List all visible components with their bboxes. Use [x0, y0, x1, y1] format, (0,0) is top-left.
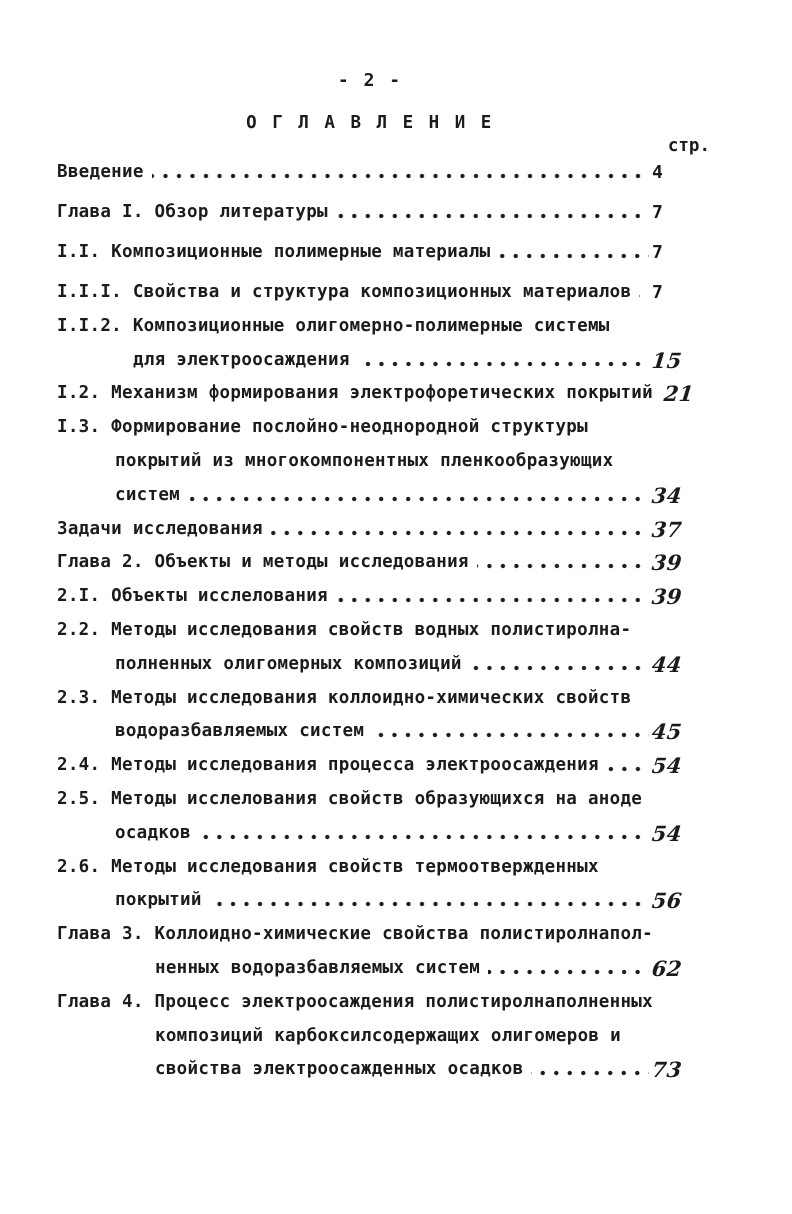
toc-row [57, 1013, 698, 1047]
page-number-top: - 2 - [337, 70, 403, 91]
page-number: 7 [652, 282, 664, 303]
dot-leader [210, 901, 649, 907]
toc-row [57, 472, 698, 506]
toc-row [57, 675, 698, 709]
toc-entry-text: 2.6. Методы исследования свойств термоотвержденных [57, 856, 599, 877]
dot-leader [498, 253, 649, 259]
toc-row [57, 183, 698, 223]
toc-entry-text: Задачи исследования [57, 518, 263, 539]
toc-row [57, 641, 698, 675]
toc-entry-text: покрытий из многокомпонентных пленкообразующих [115, 450, 614, 471]
toc-entry-text: I.2. Механизм формирования электрофоретических покрытий [57, 383, 653, 404]
toc-row [57, 878, 698, 912]
toc-entry-text: Глава I. Обзор литературы [57, 202, 328, 222]
toc-row [57, 506, 698, 540]
toc-row [57, 404, 698, 438]
page-number: 45 [650, 719, 684, 745]
toc-entry-text: композиций карбоксилсодержащих олигомеров и [155, 1025, 621, 1046]
page-title: О Г Л А В Л Е Н И Е [246, 113, 494, 133]
dot-leader [199, 834, 649, 840]
toc-row [57, 607, 698, 641]
page-number: 15 [650, 347, 684, 373]
toc-row [57, 143, 698, 183]
toc-entry-text: Глава 4. Процесс электроосаждения полистиролнаполненных [57, 991, 653, 1012]
toc-row [57, 223, 698, 263]
toc-row [57, 810, 698, 844]
toc-row [57, 263, 698, 303]
toc-row [57, 911, 698, 945]
page-number: 62 [650, 955, 684, 981]
toc-row [57, 709, 698, 743]
toc-entry-text: полненных олигомерных композиций [115, 653, 462, 674]
toc-row [57, 844, 698, 878]
page-column-header: стр. [667, 136, 710, 156]
page-number: 54 [650, 753, 684, 779]
dot-leader [470, 665, 649, 671]
toc-row [57, 742, 698, 779]
page-number: 34 [650, 482, 684, 508]
dot-leader [488, 969, 649, 975]
toc-entry-text: Глава 3. Коллоидно-химические свойства полистиролнапол- [57, 924, 653, 945]
page-number: 7 [652, 242, 664, 263]
dot-leader [271, 530, 649, 536]
toc-entry-text: I.I.I. Свойства и структура композиционных материалов [57, 282, 632, 302]
toc-entry-text: водоразбавляемых систем [115, 721, 365, 742]
dot-leader [152, 173, 649, 179]
page-number: 39 [650, 584, 684, 610]
toc-rows [57, 143, 698, 1083]
toc-row [57, 438, 698, 472]
page-number: 7 [652, 202, 664, 223]
dot-leader [188, 496, 649, 502]
toc-entry-text: Глава 2. Объекты и методы исследования [57, 552, 469, 573]
dot-leader [477, 563, 649, 569]
toc-row [57, 337, 698, 371]
dot-leader [358, 361, 649, 367]
toc-entry-text: свойства электроосажденных осадков [155, 1059, 524, 1080]
toc-row [57, 979, 698, 1013]
toc-entry-text: для электроосаждения [133, 349, 350, 370]
toc-entry-text: осадков [115, 822, 191, 843]
toc-row [57, 945, 698, 979]
toc-entry-text: 2.5. Методы исслелования свойств образующихся на аноде [57, 788, 643, 809]
page-number: 56 [650, 888, 684, 914]
toc-entry-text: 2.I. Объекты исслелования [57, 586, 328, 607]
dot-leader [372, 732, 649, 738]
page-number: 21 [662, 381, 696, 407]
dot-leader [607, 766, 649, 772]
page-number: 4 [652, 162, 664, 183]
toc-entry-text: I.3. Формирование послойно-неоднородной структуры [57, 417, 588, 438]
toc-entry-text: 2.4. Методы исследования процесса электроосаждения [57, 755, 599, 776]
dot-leader [336, 597, 649, 603]
page-number: 54 [650, 820, 684, 846]
toc-entry-text: покрытий [115, 890, 202, 911]
dot-leader [531, 1070, 649, 1076]
toc-row [57, 776, 698, 810]
page-number: 37 [650, 516, 684, 542]
page-number: 44 [650, 651, 684, 677]
page-number: 39 [650, 550, 684, 576]
dot-leader [639, 293, 649, 299]
toc-row [57, 371, 698, 405]
toc-entry-text: 2.2. Методы исследования свойств водных полистиролна- [57, 619, 632, 640]
toc-entry-text: I.I. Композиционные полимерные материалы [57, 242, 491, 262]
toc-entry-text: систем [115, 484, 181, 505]
toc-entry-text: ненных водоразбавляемых систем [155, 957, 481, 978]
page-number: 73 [650, 1057, 684, 1083]
toc-row [57, 540, 698, 574]
dot-leader [336, 213, 649, 219]
toc-row [57, 303, 698, 337]
toc-row [57, 573, 698, 610]
toc-entry-text: 2.3. Методы исследования коллоидно-химических свойств [57, 687, 632, 708]
toc-entry-text: I.I.2. Композиционные олигомерно-полимерные системы [57, 315, 610, 336]
toc-row [57, 1047, 698, 1081]
toc-entry-text: Введение [57, 162, 144, 182]
